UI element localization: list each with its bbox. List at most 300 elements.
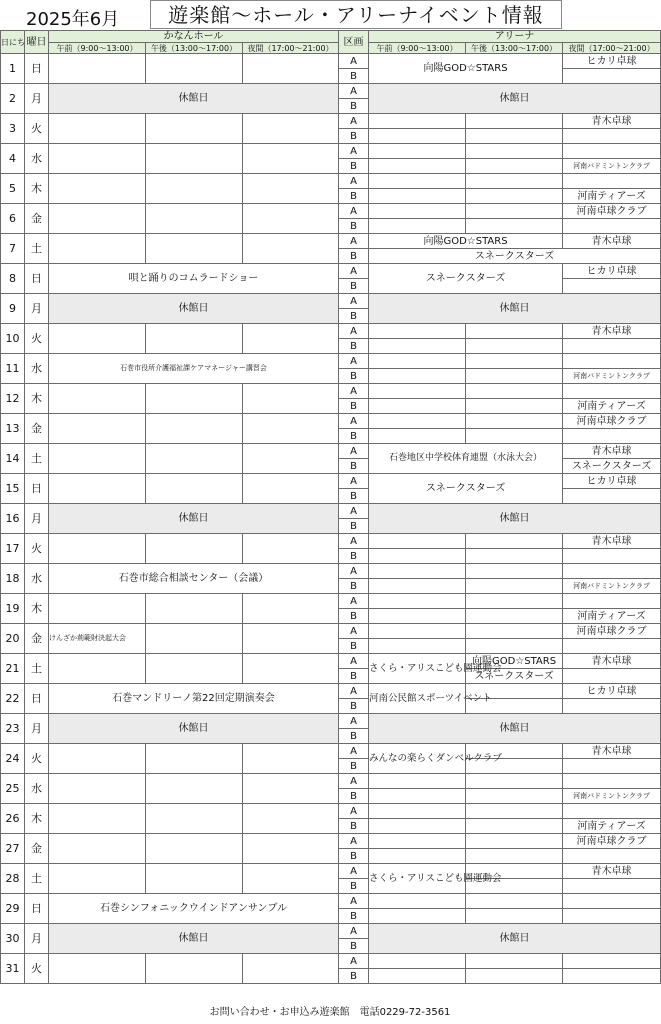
arena-slot-empty bbox=[369, 774, 466, 789]
day-number: 18 bbox=[1, 564, 25, 594]
hall-slot-a bbox=[146, 744, 243, 774]
hall-slot-n bbox=[243, 204, 339, 234]
section-b: B bbox=[339, 489, 369, 504]
arena-closed: 休館日 bbox=[369, 714, 661, 744]
arena-slot-empty bbox=[369, 789, 466, 804]
section-a: A bbox=[339, 534, 369, 549]
day-row bbox=[1, 384, 661, 399]
hall-event: 石巻市総合相談センター（会議） bbox=[49, 564, 339, 594]
weekday: 土 bbox=[25, 444, 49, 474]
arena-slot-empty bbox=[466, 399, 563, 414]
weekday: 金 bbox=[25, 204, 49, 234]
hall-slot-n bbox=[243, 144, 339, 174]
arena-event: スネークスターズ bbox=[466, 669, 563, 684]
section-b: B bbox=[339, 339, 369, 354]
arena-slot-empty bbox=[369, 954, 466, 969]
arena-event: 青木卓球 bbox=[563, 744, 661, 759]
hall-slot-m bbox=[49, 414, 146, 444]
section-b: B bbox=[339, 879, 369, 894]
day-row bbox=[1, 204, 661, 219]
section-b: B bbox=[339, 189, 369, 204]
day-row bbox=[1, 144, 661, 159]
hall-slot-m bbox=[49, 324, 146, 354]
arena-slot-empty bbox=[369, 204, 466, 219]
section-a: A bbox=[339, 444, 369, 459]
section-b: B bbox=[339, 399, 369, 414]
arena-slot-empty bbox=[466, 204, 563, 219]
hall-slot-m bbox=[49, 144, 146, 174]
hall-slot-n bbox=[243, 774, 339, 804]
arena-slot-empty bbox=[563, 564, 661, 579]
arena-slot-empty bbox=[466, 639, 563, 654]
hall-slot-n bbox=[243, 444, 339, 474]
hall-slot-a bbox=[146, 654, 243, 684]
hall-slot-m bbox=[49, 744, 146, 774]
arena-slot-empty bbox=[563, 549, 661, 564]
hall-slot-m bbox=[49, 654, 146, 684]
arena-event: 河南ティアーズ bbox=[563, 609, 661, 624]
section-a: A bbox=[339, 234, 369, 249]
weekday: 月 bbox=[25, 504, 49, 534]
weekday: 日 bbox=[25, 894, 49, 924]
weekday: 火 bbox=[25, 954, 49, 984]
section-b: B bbox=[339, 549, 369, 564]
section-a: A bbox=[339, 564, 369, 579]
arena-slot-empty bbox=[466, 144, 563, 159]
arena-slot-empty bbox=[563, 144, 661, 159]
weekday: 土 bbox=[25, 234, 49, 264]
footer bbox=[0, 996, 660, 1024]
section-a: A bbox=[339, 744, 369, 759]
arena-event: 青木卓球 bbox=[563, 114, 661, 129]
arena-slot-empty bbox=[466, 324, 563, 339]
weekday: 水 bbox=[25, 354, 49, 384]
arena-slot-empty bbox=[369, 384, 466, 399]
day-row bbox=[1, 714, 661, 729]
hall-slot-m bbox=[49, 384, 146, 414]
day-number: 29 bbox=[1, 894, 25, 924]
weekday: 火 bbox=[25, 744, 49, 774]
day-number: 10 bbox=[1, 324, 25, 354]
weekday: 月 bbox=[25, 294, 49, 324]
arena-slot-empty bbox=[466, 894, 563, 909]
day-number: 4 bbox=[1, 144, 25, 174]
weekday: 木 bbox=[25, 384, 49, 414]
arena-closed: 休館日 bbox=[369, 924, 661, 954]
arena-slot-empty bbox=[369, 144, 466, 159]
arena-slot-empty bbox=[563, 219, 661, 234]
hall-slot-n bbox=[243, 54, 339, 84]
arena-slot-empty bbox=[563, 429, 661, 444]
weekday: 火 bbox=[25, 534, 49, 564]
arena-slot-empty bbox=[369, 219, 466, 234]
arena-slot-empty bbox=[369, 804, 466, 819]
weekday: 日 bbox=[25, 54, 49, 84]
hall-slot-n bbox=[243, 414, 339, 444]
day-number: 19 bbox=[1, 594, 25, 624]
section-b: B bbox=[339, 579, 369, 594]
section-b: B bbox=[339, 759, 369, 774]
arena-event: 青木卓球 bbox=[563, 234, 661, 249]
arena-slot-empty bbox=[466, 819, 563, 834]
hall-slot-m bbox=[49, 444, 146, 474]
arena-event: 河南卓球クラブ bbox=[563, 834, 661, 849]
arena-event: 河南卓球クラブ bbox=[563, 414, 661, 429]
hall-slot-n bbox=[243, 174, 339, 204]
hall-closed: 休館日 bbox=[49, 504, 339, 534]
arena-slot-empty bbox=[563, 969, 661, 984]
arena-header: アリーナ bbox=[369, 31, 661, 43]
arena-slot-empty bbox=[466, 834, 563, 849]
section-a: A bbox=[339, 834, 369, 849]
arena-event: 河南バドミントンクラブ bbox=[563, 789, 661, 804]
day-number: 21 bbox=[1, 654, 25, 684]
arena-slot-empty bbox=[466, 339, 563, 354]
schedule-table bbox=[0, 30, 661, 984]
arena-slot-empty bbox=[466, 954, 563, 969]
arena-event: スネークスターズ bbox=[369, 249, 661, 264]
arena-slot-empty bbox=[466, 174, 563, 189]
hall-event: 石巻マンドリーノ第22回定期演奏会 bbox=[49, 684, 339, 714]
hall-slot-n bbox=[243, 804, 339, 834]
arena-closed: 休館日 bbox=[369, 504, 661, 534]
section-a: A bbox=[339, 144, 369, 159]
day-number: 23 bbox=[1, 714, 25, 744]
section-b: B bbox=[339, 129, 369, 144]
weekday: 金 bbox=[25, 624, 49, 654]
arena-slot-empty bbox=[369, 849, 466, 864]
arena-slot-empty bbox=[369, 894, 466, 909]
hall-slot-n bbox=[243, 624, 339, 654]
date-header: 日にち bbox=[1, 31, 25, 54]
hall-slot-m bbox=[49, 234, 146, 264]
day-number: 7 bbox=[1, 234, 25, 264]
arena-event: 青木卓球 bbox=[563, 444, 661, 459]
arena-slot-empty bbox=[466, 189, 563, 204]
weekday: 土 bbox=[25, 654, 49, 684]
hall-slot-a bbox=[146, 834, 243, 864]
day-row bbox=[1, 534, 661, 549]
arena-slot-empty bbox=[369, 129, 466, 144]
arena-slot-empty bbox=[369, 534, 466, 549]
arena-slot-empty bbox=[369, 399, 466, 414]
section-a: A bbox=[339, 924, 369, 939]
month-title: 2025年6月 bbox=[26, 9, 120, 30]
section-b: B bbox=[339, 849, 369, 864]
arena-slot-empty bbox=[563, 174, 661, 189]
arena-slot-empty bbox=[563, 594, 661, 609]
section-b: B bbox=[339, 639, 369, 654]
section-b: B bbox=[339, 939, 369, 954]
hall-slot-n bbox=[243, 534, 339, 564]
arena-slot-empty bbox=[466, 429, 563, 444]
arena-event: ヒカリ卓球 bbox=[563, 264, 661, 279]
section-b: B bbox=[339, 279, 369, 294]
section-a: A bbox=[339, 414, 369, 429]
day-row bbox=[1, 324, 661, 339]
day-row bbox=[1, 54, 661, 69]
section-a: A bbox=[339, 684, 369, 699]
section-b: B bbox=[339, 69, 369, 84]
weekday: 日 bbox=[25, 264, 49, 294]
section-b: B bbox=[339, 669, 369, 684]
arena-slot-empty bbox=[563, 849, 661, 864]
hall-slot-a bbox=[146, 54, 243, 84]
arena-slot-empty bbox=[466, 159, 563, 174]
day-number: 11 bbox=[1, 354, 25, 384]
arena-morning-header: 午前（9:00〜13:00） bbox=[369, 43, 466, 54]
weekday: 水 bbox=[25, 774, 49, 804]
section-b: B bbox=[339, 819, 369, 834]
day-number: 13 bbox=[1, 414, 25, 444]
arena-slot-empty bbox=[369, 114, 466, 129]
weekday: 金 bbox=[25, 414, 49, 444]
day-row bbox=[1, 504, 661, 519]
day-number: 9 bbox=[1, 294, 25, 324]
arena-slot-empty bbox=[563, 669, 661, 684]
hall-slot-m bbox=[49, 594, 146, 624]
arena-event: 石巻地区中学校体育連盟（水泳大会） bbox=[369, 444, 563, 474]
hall-slot-a bbox=[146, 114, 243, 144]
day-row bbox=[1, 834, 661, 849]
weekday: 木 bbox=[25, 174, 49, 204]
arena-event: 向陽GOD☆STARS bbox=[369, 54, 563, 84]
arena-slot-empty bbox=[369, 159, 466, 174]
arena-event: 向陽GOD☆STARS bbox=[466, 654, 563, 669]
day-number: 28 bbox=[1, 864, 25, 894]
day-row bbox=[1, 264, 661, 279]
arena-event: 青木卓球 bbox=[563, 534, 661, 549]
arena-slot-empty bbox=[563, 879, 661, 894]
arena-slot-empty bbox=[369, 969, 466, 984]
hall-slot-n bbox=[243, 234, 339, 264]
hall-slot-m bbox=[49, 114, 146, 144]
weekday: 火 bbox=[25, 114, 49, 144]
section-a: A bbox=[339, 804, 369, 819]
arena-slot-empty bbox=[369, 594, 466, 609]
arena-slot-empty bbox=[466, 804, 563, 819]
arena-slot-empty bbox=[563, 894, 661, 909]
hall-slot-a bbox=[146, 774, 243, 804]
day-number: 2 bbox=[1, 84, 25, 114]
section-a: A bbox=[339, 114, 369, 129]
arena-event: 青木卓球 bbox=[563, 324, 661, 339]
hall-closed: 休館日 bbox=[49, 84, 339, 114]
arena-slot-empty bbox=[369, 834, 466, 849]
arena-slot-empty bbox=[563, 339, 661, 354]
day-row bbox=[1, 474, 661, 489]
hall-closed: 休館日 bbox=[49, 294, 339, 324]
hall-closed: 休館日 bbox=[49, 714, 339, 744]
day-number: 16 bbox=[1, 504, 25, 534]
day-number: 8 bbox=[1, 264, 25, 294]
hall-slot-m bbox=[49, 474, 146, 504]
arena-slot-empty bbox=[466, 609, 563, 624]
hall-slot-a bbox=[146, 624, 243, 654]
weekday: 木 bbox=[25, 594, 49, 624]
section-a: A bbox=[339, 474, 369, 489]
section-a: A bbox=[339, 864, 369, 879]
arena-slot-empty bbox=[369, 609, 466, 624]
weekday-header: 曜日 bbox=[25, 31, 49, 54]
hall-slot-n bbox=[243, 114, 339, 144]
section-a: A bbox=[339, 504, 369, 519]
hall-slot-a bbox=[146, 414, 243, 444]
day-row bbox=[1, 414, 661, 429]
section-b: B bbox=[339, 699, 369, 714]
section-b: B bbox=[339, 519, 369, 534]
section-a: A bbox=[339, 264, 369, 279]
day-number: 26 bbox=[1, 804, 25, 834]
arena-slot-empty bbox=[563, 699, 661, 714]
arena-event: さくら・アリスこども園運動会 bbox=[369, 654, 466, 684]
arena-slot-empty bbox=[563, 279, 661, 294]
arena-slot-empty bbox=[466, 369, 563, 384]
hall-closed: 休館日 bbox=[49, 924, 339, 954]
arena-slot-empty bbox=[466, 624, 563, 639]
hall-slot-a bbox=[146, 474, 243, 504]
section-a: A bbox=[339, 354, 369, 369]
arena-slot-empty bbox=[563, 774, 661, 789]
weekday: 月 bbox=[25, 714, 49, 744]
section-b: B bbox=[339, 459, 369, 474]
day-number: 15 bbox=[1, 474, 25, 504]
arena-slot-empty bbox=[466, 564, 563, 579]
section-header: 区画 bbox=[339, 31, 369, 54]
hall-night-header: 夜間（17:00〜21:00） bbox=[243, 43, 339, 54]
arena-slot-empty bbox=[466, 414, 563, 429]
day-number: 24 bbox=[1, 744, 25, 774]
weekday: 月 bbox=[25, 924, 49, 954]
arena-slot-empty bbox=[563, 384, 661, 399]
arena-slot-empty bbox=[369, 369, 466, 384]
day-number: 14 bbox=[1, 444, 25, 474]
section-b: B bbox=[339, 249, 369, 264]
hall-slot-a bbox=[146, 594, 243, 624]
section-a: A bbox=[339, 774, 369, 789]
arena-slot-empty bbox=[466, 129, 563, 144]
arena-event: 河南ティアーズ bbox=[563, 189, 661, 204]
hall-slot-a bbox=[146, 384, 243, 414]
hall-slot-m bbox=[49, 534, 146, 564]
day-number: 31 bbox=[1, 954, 25, 984]
section-b: B bbox=[339, 159, 369, 174]
arena-event: ヒカリ卓球 bbox=[563, 474, 661, 489]
hall-slot-n bbox=[243, 864, 339, 894]
arena-slot-empty bbox=[369, 174, 466, 189]
section-b: B bbox=[339, 969, 369, 984]
day-row bbox=[1, 294, 661, 309]
day-row bbox=[1, 84, 661, 99]
weekday: 水 bbox=[25, 564, 49, 594]
arena-slot-empty bbox=[369, 639, 466, 654]
section-b: B bbox=[339, 219, 369, 234]
day-row bbox=[1, 624, 661, 639]
hall-slot-m: けんざか荊範財決起大会 bbox=[49, 624, 146, 654]
arena-event: 青木卓球 bbox=[563, 864, 661, 879]
arena-slot-empty bbox=[369, 909, 466, 924]
arena-slot-empty bbox=[563, 354, 661, 369]
page-title: 遊楽館〜ホール・アリーナイベント情報 bbox=[150, 0, 562, 29]
hall-slot-n bbox=[243, 654, 339, 684]
section-a: A bbox=[339, 294, 369, 309]
weekday: 金 bbox=[25, 834, 49, 864]
section-a: A bbox=[339, 954, 369, 969]
day-row bbox=[1, 924, 661, 939]
arena-slot-empty bbox=[563, 909, 661, 924]
page-header bbox=[0, 0, 660, 30]
day-row bbox=[1, 774, 661, 789]
section-b: B bbox=[339, 729, 369, 744]
arena-slot-empty bbox=[563, 639, 661, 654]
arena-event: ヒカリ卓球 bbox=[563, 54, 661, 69]
day-row bbox=[1, 564, 661, 579]
arena-slot-empty bbox=[466, 549, 563, 564]
weekday: 火 bbox=[25, 324, 49, 354]
arena-slot-empty bbox=[466, 909, 563, 924]
section-b: B bbox=[339, 909, 369, 924]
hall-slot-n bbox=[243, 954, 339, 984]
arena-closed: 休館日 bbox=[369, 294, 661, 324]
arena-slot-empty bbox=[563, 69, 661, 84]
section-b: B bbox=[339, 309, 369, 324]
arena-slot-empty bbox=[369, 579, 466, 594]
arena-slot-empty bbox=[466, 114, 563, 129]
arena-event: ヒカリ卓球 bbox=[563, 684, 661, 699]
hall-slot-a bbox=[146, 204, 243, 234]
hall-slot-m bbox=[49, 774, 146, 804]
arena-event: スネークスターズ bbox=[563, 459, 661, 474]
hall-slot-a bbox=[146, 444, 243, 474]
day-number: 25 bbox=[1, 774, 25, 804]
arena-event: 河南公民館スポーツイベント bbox=[369, 684, 466, 714]
weekday: 日 bbox=[25, 474, 49, 504]
arena-slot-empty bbox=[369, 549, 466, 564]
hall-slot-n bbox=[243, 474, 339, 504]
day-row bbox=[1, 114, 661, 129]
day-row bbox=[1, 174, 661, 189]
weekday: 月 bbox=[25, 84, 49, 114]
arena-slot-empty bbox=[466, 354, 563, 369]
section-b: B bbox=[339, 609, 369, 624]
hall-slot-n bbox=[243, 834, 339, 864]
arena-slot-empty bbox=[563, 759, 661, 774]
day-number: 1 bbox=[1, 54, 25, 84]
contact-info: お問い合わせ・お申込み遊楽館 電話0229-72-3561 bbox=[209, 1007, 451, 1018]
day-row bbox=[1, 354, 661, 369]
weekday: 木 bbox=[25, 804, 49, 834]
hall-slot-a bbox=[146, 954, 243, 984]
arena-event: 河南卓球クラブ bbox=[563, 624, 661, 639]
arena-event: 河南バドミントンクラブ bbox=[563, 159, 661, 174]
arena-slot-empty bbox=[563, 129, 661, 144]
arena-slot-empty bbox=[466, 969, 563, 984]
section-a: A bbox=[339, 54, 369, 69]
day-row bbox=[1, 654, 661, 669]
weekday: 日 bbox=[25, 684, 49, 714]
day-row bbox=[1, 894, 661, 909]
arena-event: スネークスターズ bbox=[369, 264, 563, 294]
hall-header: かなんホール bbox=[49, 31, 339, 43]
arena-slot-empty bbox=[369, 624, 466, 639]
hall-afternoon-header: 午後（13:00〜17:00） bbox=[146, 43, 243, 54]
section-a: A bbox=[339, 324, 369, 339]
day-number: 17 bbox=[1, 534, 25, 564]
day-number: 30 bbox=[1, 924, 25, 954]
section-b: B bbox=[339, 429, 369, 444]
arena-event: みんなの楽らくダンベルクラブ bbox=[369, 744, 466, 774]
arena-slot-empty bbox=[369, 189, 466, 204]
